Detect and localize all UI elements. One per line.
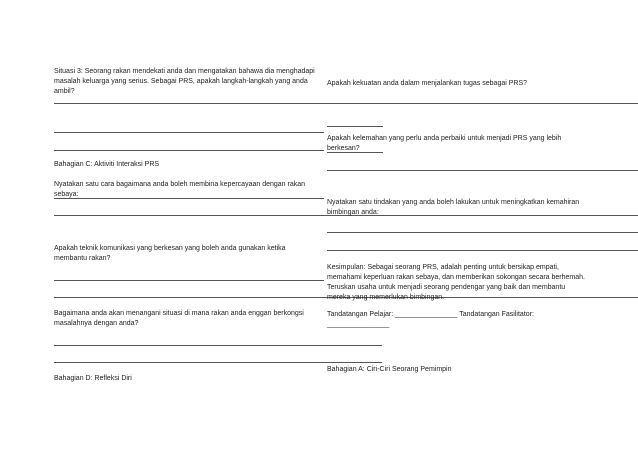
answer-line[interactable] [54, 103, 638, 104]
q-tindakan-line-2: bimbingan anda: [327, 209, 379, 216]
tandatangan-line-2: ________________ [327, 321, 390, 328]
answer-line[interactable] [54, 345, 382, 346]
situasi-3-line-3: ambil? [54, 88, 75, 95]
q-tindakan-line-1: Nyatakan satu tindakan yang anda boleh lakukan untuk meningkatkan kemahiran [327, 199, 580, 206]
kesimpulan-line-1: Kesimpulan: Sebagai seorang PRS, adalah penting untuk bersikap empati, [327, 264, 559, 271]
answer-line[interactable] [327, 126, 383, 127]
kesimpulan-line-4: mereka yang memerlukan bimbingan. [327, 294, 445, 301]
answer-line[interactable] [54, 362, 382, 363]
answer-line[interactable] [54, 150, 324, 151]
bahagian-d-heading: Bahagian D: Refleksi Diri [54, 375, 132, 382]
q-kelemahan-line-2: berkesan? [327, 145, 360, 152]
q-enggan-line-2: masalahnya dengan anda? [54, 320, 139, 327]
bahagian-a-heading: Bahagian A: Ciri-Ciri Seorang Pemimpin [327, 366, 452, 373]
answer-line[interactable] [327, 152, 383, 153]
q-kelemahan-line-1: Apakah kelemahan yang perlu anda perbaiki untuk menjadi PRS yang lebih [327, 135, 562, 142]
answer-line[interactable] [327, 170, 638, 171]
q-enggan-line-1: Bagaimana anda akan menangani situasi di mana rakan anda enggan berkongsi [54, 310, 304, 317]
bahagian-c-heading: Bahagian C: Aktiviti Interaksi PRS [54, 161, 160, 168]
answer-line[interactable] [327, 232, 638, 233]
answer-line[interactable] [54, 198, 324, 199]
kesimpulan-line-2: memahami keperluan rakan sebaya, dan memberikan sokongan secara berhemah. [327, 274, 585, 281]
answer-line[interactable] [54, 280, 324, 281]
kesimpulan-line-3: Teruskan usaha untuk menjadi seorang pendengar yang baik dan membantu [327, 284, 566, 291]
tandatangan-line-1: Tandatangan Pelajar: ________________ Tandatangan Fasilitator: [327, 311, 534, 318]
situasi-3-line-1: Situasi 3: Seorang rakan mendekati anda dan mengatakan bahawa dia menghadapi [54, 68, 315, 75]
q-kepercayaan-line-1: Nyatakan satu cara bagaimana anda boleh membina kepercayaan dengan rakan [54, 181, 306, 188]
answer-line[interactable] [327, 250, 638, 251]
answer-line[interactable] [54, 132, 324, 133]
q-komunikasi-line-1: Apakah teknik komunikasi yang berkesan yang boleh anda gunakan ketika [54, 245, 286, 252]
q-kepercayaan-line-2: sebaya: [54, 191, 79, 198]
q-komunikasi-line-2: membantu rakan? [54, 255, 111, 262]
q-kekuatan: Apakah kekuatan anda dalam menjalankan tugas sebagai PRS? [327, 80, 528, 87]
situasi-3-line-2: masalah keluarga yang serius. Sebagai PRS, apakah langkah-langkah yang anda [54, 78, 308, 85]
